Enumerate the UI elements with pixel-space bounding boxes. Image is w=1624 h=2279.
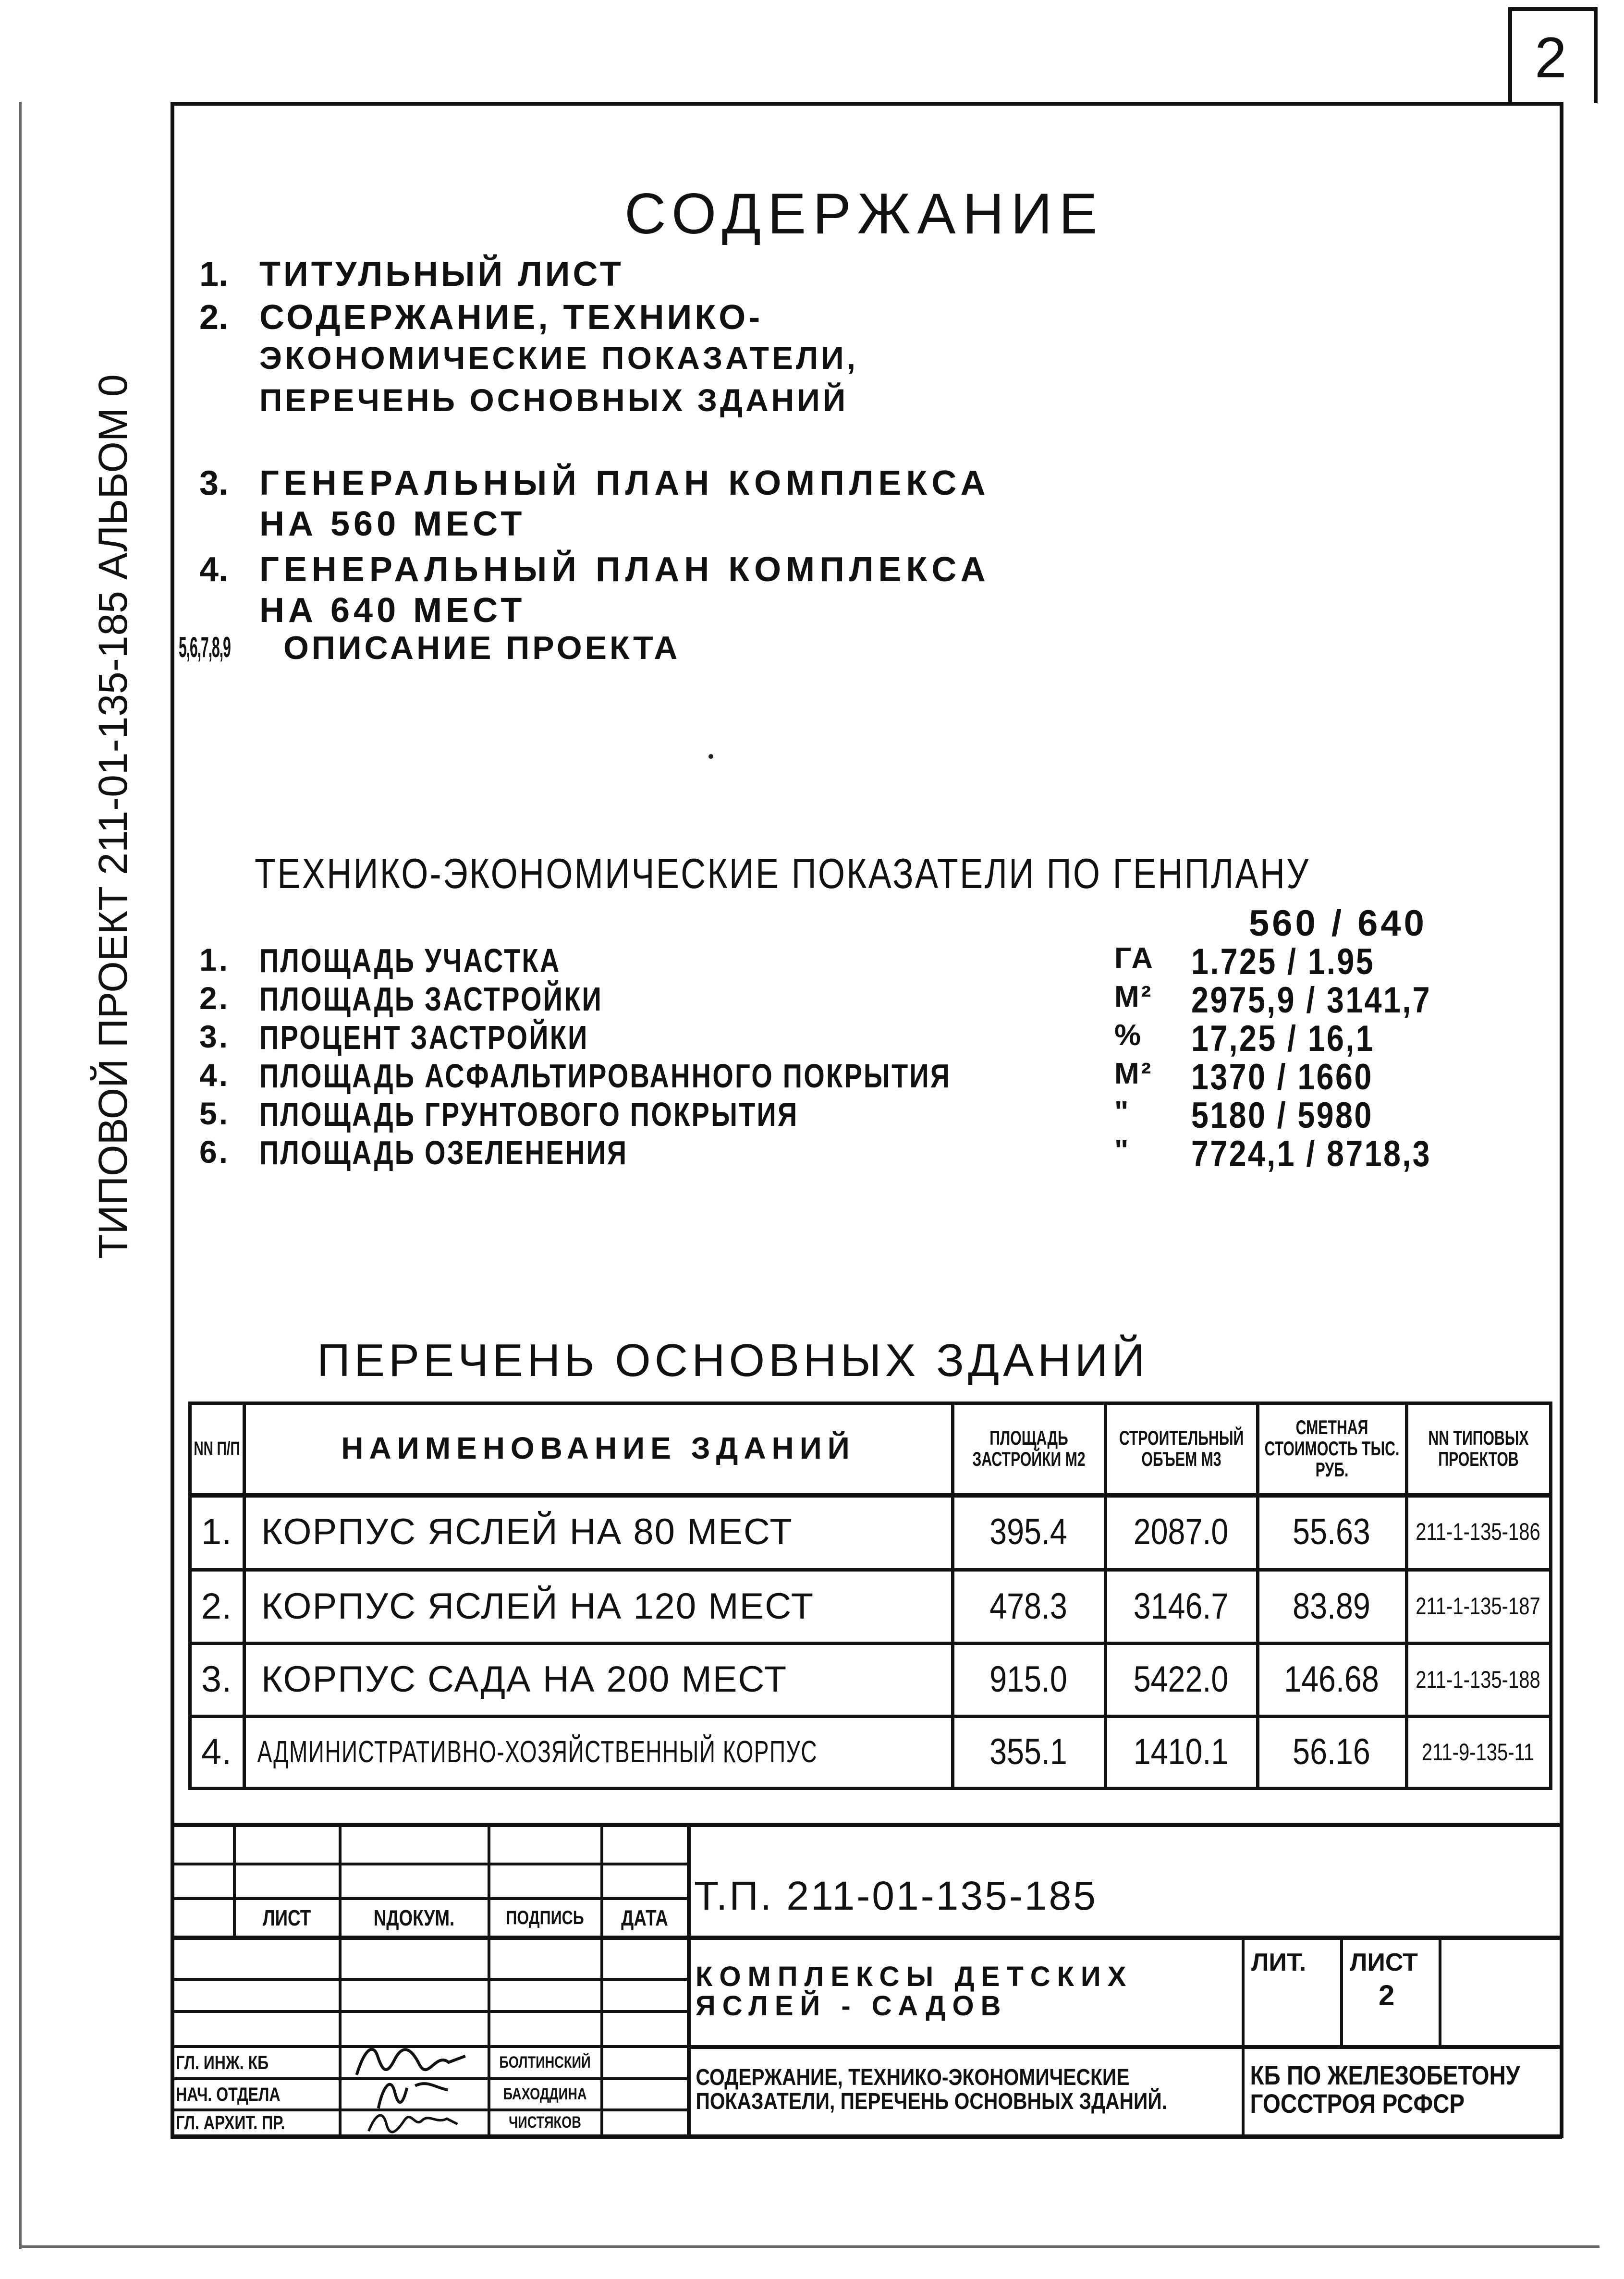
table-cell: 915.0 xyxy=(989,1659,1067,1700)
tep-row-label: ПЛОЩАДЬ АСФАЛЬТИРОВАННОГО ПОКРЫТИЯ xyxy=(259,1057,952,1095)
table-line xyxy=(171,1897,687,1900)
table-line xyxy=(188,1402,1552,1405)
sheet-value: 2 xyxy=(1379,1979,1395,2011)
tep-row-value: 5180 / 5980 xyxy=(1191,1095,1373,1136)
table-cell: 211-1-135-188 xyxy=(1416,1666,1540,1693)
tep-row-value: 2975,9 / 3141,7 xyxy=(1191,980,1432,1021)
tep-row-unit: М² xyxy=(1114,980,1153,1013)
column-header: ПЛОЩАДЬ ЗАСТРОЙКИ М2 xyxy=(972,1426,1086,1470)
tep-row-num: 5. xyxy=(199,1096,230,1131)
title-block-header: NДОКУМ. xyxy=(373,1905,455,1930)
tep-row-num: 2. xyxy=(199,980,230,1016)
ink-dot xyxy=(708,754,713,759)
tep-row-label: ПЛОЩАДЬ ОЗЕЛЕНЕНИЯ xyxy=(259,1134,628,1171)
tep-row-num: 6. xyxy=(199,1134,230,1170)
table-line xyxy=(1242,1936,1245,2045)
column-header: NN П/П xyxy=(194,1438,240,1459)
contents-num: 2. xyxy=(199,298,229,337)
table-cell: 5422.0 xyxy=(1133,1659,1229,1700)
signer-name: БОЛТИНСКИЙ xyxy=(499,2053,591,2072)
margin-line xyxy=(19,102,22,2249)
table-line xyxy=(171,1936,1562,1940)
table-line xyxy=(171,1863,687,1865)
title-block-header: ЛИСТ xyxy=(262,1905,311,1930)
table-line xyxy=(188,1787,1552,1790)
tep-row-label: ПЛОЩАДЬ УЧАСТКА xyxy=(259,942,561,979)
tep-row-label: ПЛОЩАДЬ ГРУНТОВОГО ПОКРЫТИЯ xyxy=(259,1096,799,1133)
table-cell: 3. xyxy=(201,1659,232,1700)
table-cell: 355.1 xyxy=(989,1731,1067,1773)
table-line xyxy=(339,1823,342,1936)
table-cell: 56.16 xyxy=(1293,1731,1370,1773)
sheet-label: ЛИСТ xyxy=(1350,1949,1418,1976)
contents-item: НА 640 МЕСТ xyxy=(259,591,526,630)
contents-item: НА 560 МЕСТ xyxy=(259,505,526,543)
contents-item: ПЕРЕЧЕНЬ ОСНОВНЫХ ЗДАНИЙ xyxy=(259,382,849,418)
table-cell: 83.89 xyxy=(1293,1585,1370,1627)
tep-row-unit: " xyxy=(1114,1096,1131,1129)
signer-role: НАЧ. ОТДЕЛА xyxy=(176,2084,281,2105)
table-line xyxy=(687,2045,1562,2049)
table-line xyxy=(488,1823,490,1936)
tep-row-unit: М² xyxy=(1114,1057,1153,1090)
tep-row-label: ПРОЦЕНТ ЗАСТРОЙКИ xyxy=(259,1019,589,1056)
frame-line xyxy=(1508,7,1598,11)
contents-item: ОПИСАНИЕ ПРОЕКТА xyxy=(283,630,681,666)
column-header: СМЕТНАЯ СТОИМОСТЬ ТЫС. РУБ. xyxy=(1264,1415,1400,1481)
tep-row-unit: " xyxy=(1114,1134,1131,1167)
contents-item: ГЕНЕРАЛЬНЫЙ ПЛАН КОМПЛЕКСА xyxy=(259,464,990,502)
tep-row-unit: % xyxy=(1114,1019,1143,1052)
tep-row-value: 17,25 / 16,1 xyxy=(1191,1018,1375,1059)
frame-line xyxy=(1560,102,1563,2138)
table-line xyxy=(1439,1936,1441,2045)
organization: КБ ПО ЖЕЛЕЗОБЕТОНУ ГОССТРОЯ РСФСР xyxy=(1250,2060,1520,2119)
table-line xyxy=(188,1402,192,1790)
title-block-header: ДАТА xyxy=(621,1905,668,1930)
contents-num: 3. xyxy=(199,464,229,502)
table-line xyxy=(188,1568,1552,1572)
signer-role: ГЛ. АРХИТ. ПР. xyxy=(176,2112,285,2133)
sheet-number: 2 xyxy=(1535,25,1567,90)
lit-label: ЛИТ. xyxy=(1251,1949,1307,1976)
frame-line xyxy=(1594,7,1598,103)
table-line xyxy=(951,1402,954,1790)
tep-row-num: 1. xyxy=(199,942,230,977)
table-line xyxy=(488,1936,490,2134)
table-line xyxy=(600,1936,603,2134)
frame-line xyxy=(171,102,1563,106)
table-line xyxy=(339,1936,342,2134)
table-cell: 395.4 xyxy=(989,1511,1067,1552)
tep-row-num: 3. xyxy=(199,1019,230,1054)
contents-item: ЭКОНОМИЧЕСКИЕ ПОКАЗАТЕЛИ, xyxy=(259,340,858,376)
contents-item: СОДЕРЖАНИЕ, ТЕХНИКО- xyxy=(259,298,763,337)
table-line xyxy=(600,1823,603,1936)
table-cell: 146.68 xyxy=(1284,1659,1379,1700)
table-line xyxy=(188,1715,1552,1718)
table-cell: 2. xyxy=(201,1585,232,1627)
buildings-title: ПЕРЕЧЕНЬ ОСНОВНЫХ ЗДАНИЙ xyxy=(317,1335,1149,1386)
table-line xyxy=(1405,1402,1408,1790)
contents-item: ТИТУЛЬНЫЙ ЛИСТ xyxy=(259,255,624,293)
table-line xyxy=(243,1402,246,1790)
table-line xyxy=(171,1823,1562,1827)
tep-row-value: 1370 / 1660 xyxy=(1191,1057,1373,1097)
table-cell: АДМИНИСТРАТИВНО-ХОЗЯЙСТВЕННЫЙ КОРПУС xyxy=(257,1734,818,1769)
contents-item: ГЕНЕРАЛЬНЫЙ ПЛАН КОМПЛЕКСА xyxy=(259,550,990,589)
contents-num: 5,6,7,8,9 xyxy=(179,631,231,663)
table-cell: 211-1-135-187 xyxy=(1416,1593,1540,1620)
frame-line xyxy=(171,102,174,2138)
document-code: Т.П. 211-01-135-185 xyxy=(694,1873,1098,1918)
sheet-content: СОДЕРЖАНИЕ, ТЕХНИКО-ЭКОНОМИЧЕСКИЕ ПОКАЗАТЕЛИ, ПЕРЕЧЕНЬ ОСНОВНЫХ ЗДАНИЙ. xyxy=(696,2064,1168,2114)
table-line xyxy=(1242,2045,1245,2134)
table-cell: 1410.1 xyxy=(1133,1731,1229,1773)
tep-row-value: 1.725 / 1.95 xyxy=(1191,941,1375,982)
table-line xyxy=(1104,1402,1107,1790)
tep-row-label: ПЛОЩАДЬ ЗАСТРОЙКИ xyxy=(259,980,603,1018)
column-header: НАИМЕНОВАНИЕ ЗДАНИЙ xyxy=(341,1431,855,1466)
table-cell: КОРПУС САДА НА 200 МЕСТ xyxy=(261,1659,788,1700)
table-line xyxy=(171,1978,687,1981)
contents-num: 1. xyxy=(199,255,229,293)
column-header: NN ТИПОВЫХ ПРОЕКТОВ xyxy=(1428,1426,1529,1470)
project-name: КОМПЛЕКСЫ ДЕТСКИХ ЯСЛЕЙ - САДОВ xyxy=(696,1961,1133,2022)
contents-title: СОДЕРЖАНИЕ xyxy=(624,182,1104,246)
signature xyxy=(343,2103,483,2138)
tep-title: ТЕХНИКО-ЭКОНОМИЧЕСКИЕ ПОКАЗАТЕЛИ ПО ГЕНПЛАНУ xyxy=(255,850,1310,897)
table-line xyxy=(171,2010,687,2013)
table-line xyxy=(1256,1402,1259,1790)
table-cell: 4. xyxy=(201,1731,232,1773)
table-cell: 55.63 xyxy=(1293,1511,1370,1552)
table-line xyxy=(1340,1936,1343,2045)
table-line xyxy=(687,1823,691,2134)
contents-num: 4. xyxy=(199,550,229,589)
signer-role: ГЛ. ИНЖ. КБ xyxy=(176,2052,269,2073)
margin-line xyxy=(19,2245,1600,2248)
table-line xyxy=(1549,1402,1552,1790)
table-cell: 3146.7 xyxy=(1133,1585,1229,1627)
table-cell: КОРПУС ЯСЛЕЙ НА 80 МЕСТ xyxy=(261,1511,793,1552)
table-line xyxy=(188,1642,1552,1645)
table-cell: 211-1-135-186 xyxy=(1416,1518,1540,1546)
table-cell: 1. xyxy=(201,1511,232,1552)
table-cell: КОРПУС ЯСЛЕЙ НА 120 МЕСТ xyxy=(261,1585,815,1627)
signer-name: БАХОДДИНА xyxy=(503,2084,587,2103)
signer-name: ЧИСТЯКОВ xyxy=(509,2113,581,2132)
tep-columns-header: 560 / 640 xyxy=(1249,903,1427,944)
column-header: СТРОИТЕЛЬНЫЙ ОБЪЕМ М3 xyxy=(1119,1426,1244,1470)
tep-row-num: 4. xyxy=(199,1057,230,1093)
tep-row-unit: ГА xyxy=(1114,942,1155,975)
tep-row-value: 7724,1 / 8718,3 xyxy=(1191,1133,1432,1174)
side-project-label: ТИПОВОЙ ПРОЕКТ 211-01-135-185 АЛЬБОМ 0 xyxy=(90,374,135,1259)
table-line xyxy=(233,1823,236,1936)
table-cell: 211-9-135-11 xyxy=(1421,1738,1535,1766)
frame-line xyxy=(1508,7,1512,103)
table-cell: 2087.0 xyxy=(1133,1511,1229,1552)
table-cell: 478.3 xyxy=(989,1585,1067,1627)
title-block-header: ПОДПИСЬ xyxy=(506,1907,584,1928)
